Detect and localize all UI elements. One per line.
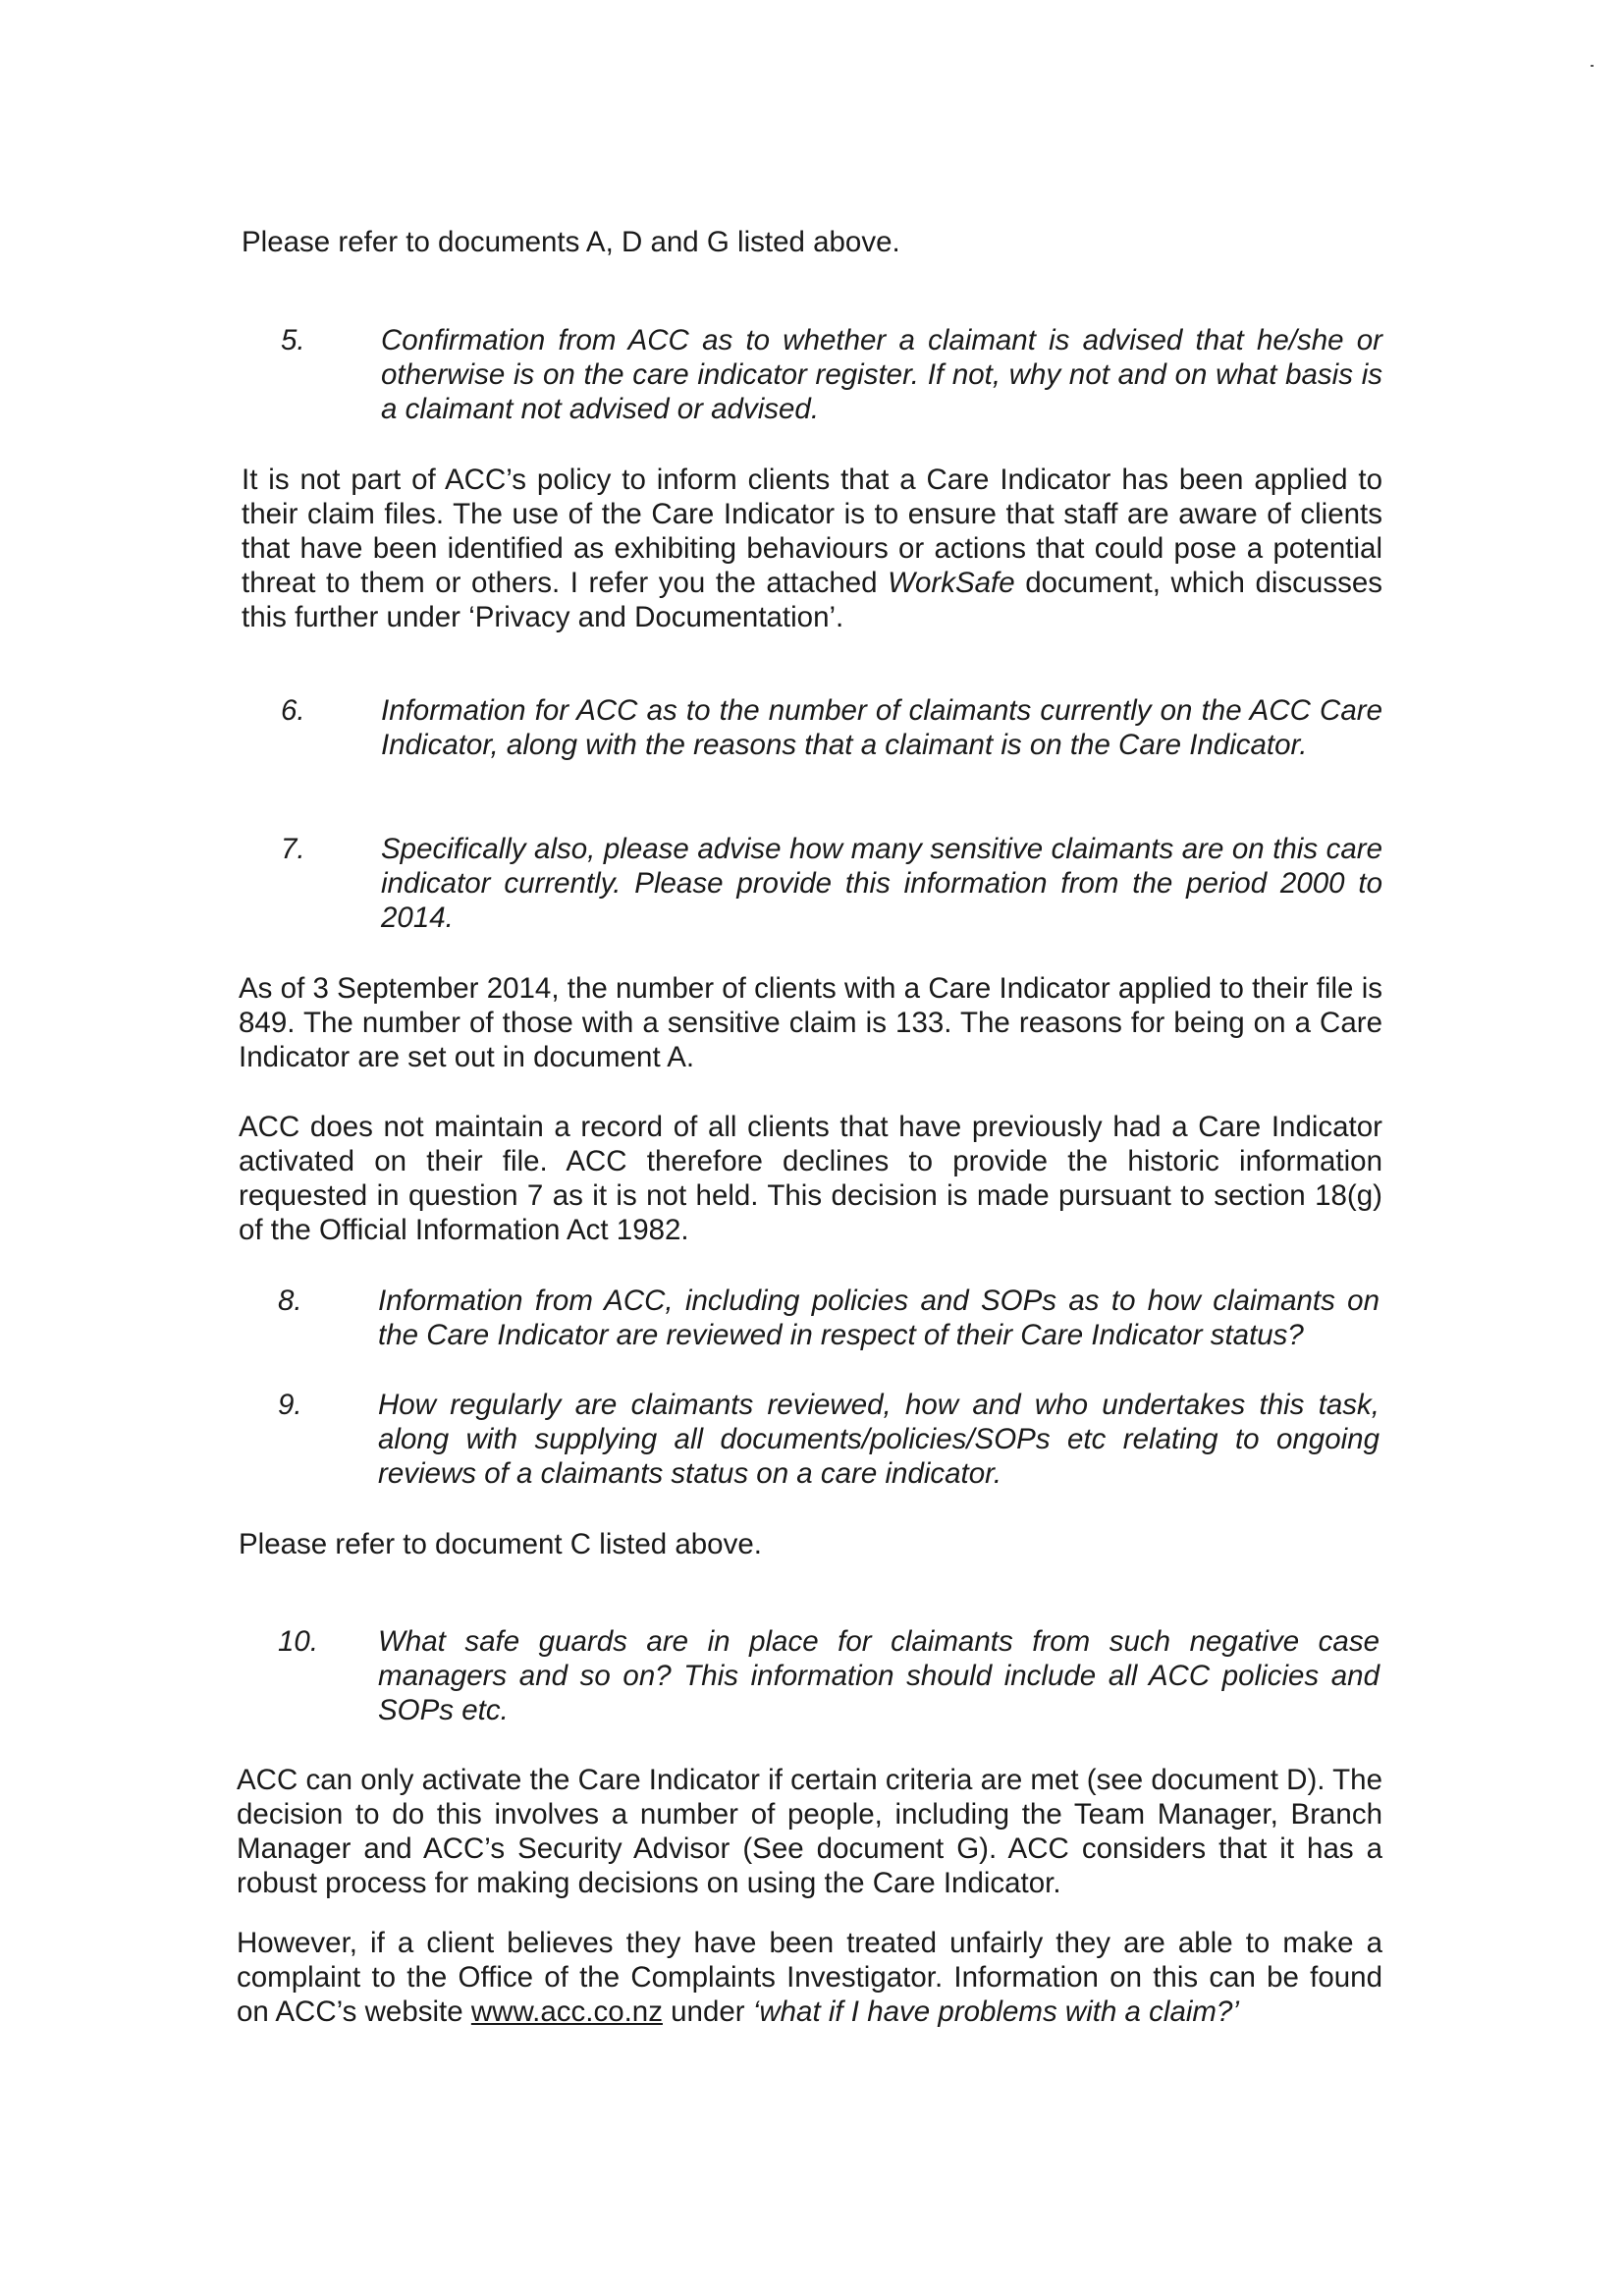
acc-website-link[interactable]: www.acc.co.nz [470,1995,663,2028]
question-text: How regularly are claimants reviewed, how and who undertakes this task, along with supplying all documents/policies/SOPs etc relating to ongoing reviews of a claimants status on a care indicator. [378,1389,1380,1490]
answer-6-7-paragraph-1: As of 3 September 2014, the number of clients with a Care Indicator applied to their file is 849. The number of those with a sensitive claim is 133. The reasons for being on a Care Indicator are set out in document A. [239,972,1382,1073]
answer-10-paragraph-1: ACC can only activate the Care Indicator if certain criteria are met (see document D). The decision to do this involves a number of people, including the Team Manager, Branch Manager and ACC’s Security Advisor (See document G). ACC considers that it has a robust process for making decisions on using the Care Indicator. [237,1764,1382,1899]
answer-8-9: Please refer to document C listed above. [239,1528,762,1560]
worksafe-title: WorkSafe [888,567,1015,599]
question-text: Information from ACC, including policies and SOPs as to how claimants on the Care Indicator are reviewed in respect of their Care Indicator status? [378,1285,1380,1351]
question-text: Specifically also, please advise how many sensitive claimants are on this care indicator currently. Please provide this information from the period 2000 to 2014. [381,833,1382,934]
answer-5 [242,463,1382,634]
question-number: 10. [278,1625,319,1658]
question-number: 9. [278,1389,302,1421]
question-number: 8. [278,1285,302,1317]
question-number: 7. [281,833,305,865]
question-number: 6. [281,694,305,727]
question-text: Information for ACC as to the number of claimants currently on the ACC Care Indicator, along with the reasons that a claimant is on the Care Indicator. [381,694,1382,761]
answer-10-text-2: under [662,1995,753,2028]
intro-reference: Please refer to documents A, D and G listed above. [242,226,900,258]
answer-5-text-2: document, which discusses this further under ‘Privacy and Documentation’. [242,567,1382,633]
claim-problems-section-title: ‘what if I have problems with a claim?’ [752,1995,1239,2028]
answer-6-7-paragraph-2: ACC does not maintain a record of all clients that have previously had a Care Indicator activated on their file. ACC therefore declines to provide the historic information requested in question 7 as it is not held. This decision is made pursuant to section 18(g) of the Official Information Act 1982. [239,1111,1382,1246]
question-number: 5. [281,324,305,356]
question-text: What safe guards are in place for claimants from such negative case managers and so on? This information should include all ACC policies and SOPs etc. [378,1625,1380,1726]
answer-10-paragraph-2 [237,1926,1382,2029]
answer-10-text-1: However, if a client believes they have been treated unfairly they are able to make a complaint to the Office of the Complaints Investigator. Information on this can be found on ACC’s website [237,1927,1382,2028]
answer-5-text-1: It is not part of ACC’s policy to inform clients that a Care Indicator has been applied to their claim files. The use of the Care Indicator is to ensure that staff are aware of clients that have been identified as exhibiting behaviours or actions that could pose a potential threat to them or others. I refer you the attached [242,464,1382,599]
scan-artifact [1591,65,1594,67]
question-text: Confirmation from ACC as to whether a claimant is advised that he/she or otherwise is on the care indicator register. If not, why not and on what basis is a claimant not advised or advised. [381,324,1382,425]
